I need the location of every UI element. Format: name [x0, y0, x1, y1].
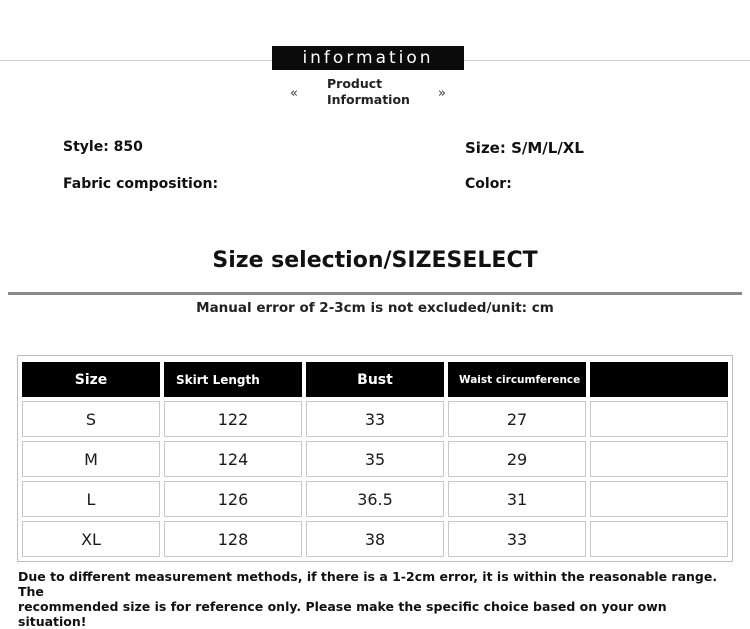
table-header-waist: Waist circumference [448, 362, 586, 397]
table-cell: 122 [164, 401, 302, 437]
table-cell: 124 [164, 441, 302, 477]
table-cell: 128 [164, 521, 302, 557]
subtitle-line-2: Information [327, 92, 410, 107]
style-info: Style: 850 [63, 139, 143, 155]
table-cell: S [22, 401, 160, 437]
disclaimer-line-1: Due to different measurement methods, if there is a 1-2cm error, it is within the reasonable range. The [18, 569, 718, 599]
size-section-divider [8, 292, 742, 295]
table-cell [590, 401, 728, 437]
table-cell [590, 481, 728, 517]
table-cell: L [22, 481, 160, 517]
size-table [17, 355, 733, 562]
table-cell: 27 [448, 401, 586, 437]
table-cell: 38 [306, 521, 444, 557]
size-info: Size: S/M/L/XL [465, 139, 584, 157]
table-header-blank [590, 362, 728, 397]
table-header-bust: Bust [306, 362, 444, 397]
table-cell: M [22, 441, 160, 477]
table-cell [590, 521, 728, 557]
table-header-size: Size [22, 362, 160, 397]
table-cell [590, 441, 728, 477]
information-banner: information [272, 46, 464, 70]
table-cell: XL [22, 521, 160, 557]
color-info: Color: [465, 176, 512, 192]
table-header-skirt-length: Skirt Length [164, 362, 302, 397]
table-cell: 31 [448, 481, 586, 517]
table-cell: 33 [306, 401, 444, 437]
subtitle-text [327, 76, 410, 108]
product-information-subtitle [288, 76, 458, 110]
reference-disclaimer [18, 569, 738, 629]
size-selection-title: Size selection/SIZESELECT [212, 248, 538, 273]
measurement-note: Manual error of 2-3cm is not excluded/unit: cm [196, 300, 554, 316]
double-left-arrow-icon: « [290, 86, 298, 101]
disclaimer-line-2: recommended size is for reference only. Please make the specific choice based on your own situation! [18, 599, 667, 629]
table-cell: 35 [306, 441, 444, 477]
subtitle-line-1: Product [327, 76, 383, 91]
table-cell: 126 [164, 481, 302, 517]
table-cell: 36.5 [306, 481, 444, 517]
table-cell: 33 [448, 521, 586, 557]
fabric-info: Fabric composition: [63, 176, 219, 192]
double-right-arrow-icon: » [438, 86, 446, 101]
table-cell: 29 [448, 441, 586, 477]
